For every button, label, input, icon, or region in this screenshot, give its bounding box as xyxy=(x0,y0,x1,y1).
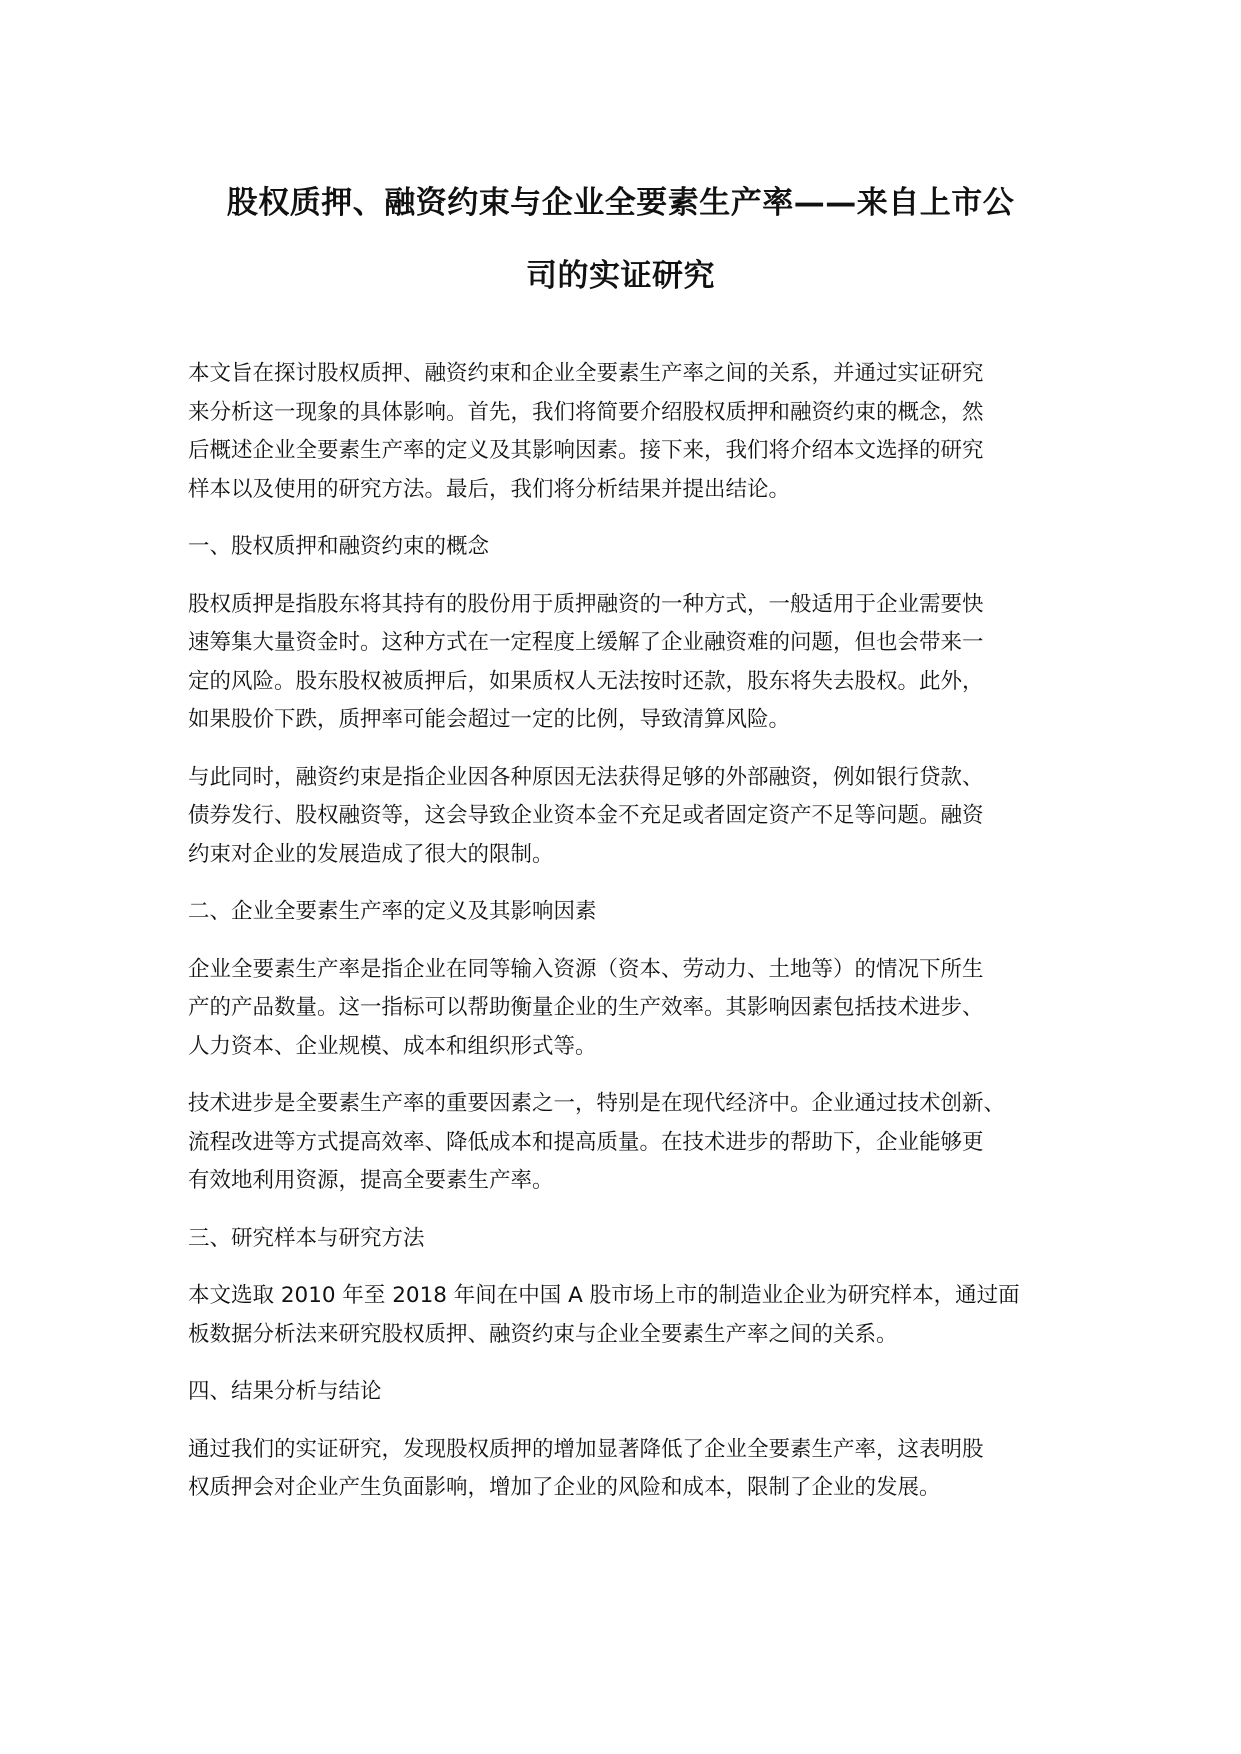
paragraph-financing-constraint xyxy=(188,759,1068,875)
paragraph-line: 来分析这一现象的具体影响。首先，我们将简要介绍股权质押和融资约束的概念，然 xyxy=(188,399,984,425)
paragraph-line: 速筹集大量资金时。这种方式在一定程度上缓解了企业融资难的问题，但也会带来一 xyxy=(188,630,984,655)
section-heading-3: 三、研究样本与研究方法 xyxy=(188,1225,425,1251)
section-heading-4: 四、结果分析与结论 xyxy=(188,1379,382,1404)
paragraph-line: 流程改进等方式提高效率、降低成本和提高质量。在技术进步的帮助下，企业能够更 xyxy=(188,1129,984,1155)
paragraph-line: 通过我们的实证研究，发现股权质押的增加显著降低了企业全要素生产率，这表明股 xyxy=(188,1436,984,1462)
paragraph-tfp-definition xyxy=(188,951,1068,1067)
paragraph-equity-pledge xyxy=(188,586,1068,740)
section-heading-2: 二、企业全要素生产率的定义及其影响因素 xyxy=(188,899,597,924)
paragraph-line: 技术进步是全要素生产率的重要因素之一，特别是在现代经济中。企业通过技术创新、 xyxy=(188,1091,1006,1116)
paragraph-line: 权质押会对企业产生负面影响，增加了企业的风险和成本，限制了企业的发展。 xyxy=(188,1475,941,1500)
section-heading-1: 一、股权质押和融资约束的概念 xyxy=(188,534,490,559)
paragraph-technology xyxy=(188,1085,1068,1201)
document-title-line-2: 司的实证研究 xyxy=(526,258,715,294)
paragraph-line: 与此同时，融资约束是指企业因各种原因无法获得足够的外部融资，例如银行贷款、 xyxy=(188,764,984,790)
paragraph-line: 约束对企业的发展造成了很大的限制。 xyxy=(188,841,554,867)
paragraph-line: 债券发行、股权融资等，这会导致企业资本金不充足或者固定资产不足等问题。融资 xyxy=(188,803,984,828)
paragraph-line: 股权质押是指股东将其持有的股份用于质押融资的一种方式，一般适用于企业需要快 xyxy=(188,591,984,617)
paragraph-line: 板数据分析法来研究股权质押、融资约束与企业全要素生产率之间的关系。 xyxy=(188,1321,898,1347)
document-title-line-1: 股权质押、融资约束与企业全要素生产率——来自上市公 xyxy=(226,185,1015,221)
paragraph-intro xyxy=(188,355,1068,509)
document-body xyxy=(188,355,1068,1527)
paragraph-conclusion xyxy=(188,1431,1068,1508)
paragraph-line: 产的产品数量。这一指标可以帮助衡量企业的生产效率。其影响因素包括技术进步、 xyxy=(188,995,984,1020)
paragraph-line: 本文选取 2010 年至 2018 年间在中国 A 股市场上市的制造业企业为研究样本，通过面 xyxy=(188,1283,1020,1308)
paragraph-line: 如果股价下跌，质押率可能会超过一定的比例，导致清算风险。 xyxy=(188,707,791,732)
paragraph-line: 企业全要素生产率是指企业在同等输入资源（资本、劳动力、土地等）的情况下所生 xyxy=(188,956,984,982)
paragraph-line: 有效地利用资源，提高全要素生产率。 xyxy=(188,1168,554,1193)
paragraph-sample-method xyxy=(188,1277,1068,1354)
paragraph-line: 后概述企业全要素生产率的定义及其影响因素。接下来，我们将介绍本文选择的研究 xyxy=(188,438,984,463)
paragraph-line: 样本以及使用的研究方法。最后，我们将分析结果并提出结论。 xyxy=(188,476,791,502)
paragraph-line: 定的风险。股东股权被质押后，如果质权人无法按时还款，股东将失去股权。此外， xyxy=(188,668,984,694)
paragraph-line: 人力资本、企业规模、成本和组织形式等。 xyxy=(188,1033,597,1059)
paragraph-line: 本文旨在探讨股权质押、融资约束和企业全要素生产率之间的关系，并通过实证研究 xyxy=(188,361,984,386)
